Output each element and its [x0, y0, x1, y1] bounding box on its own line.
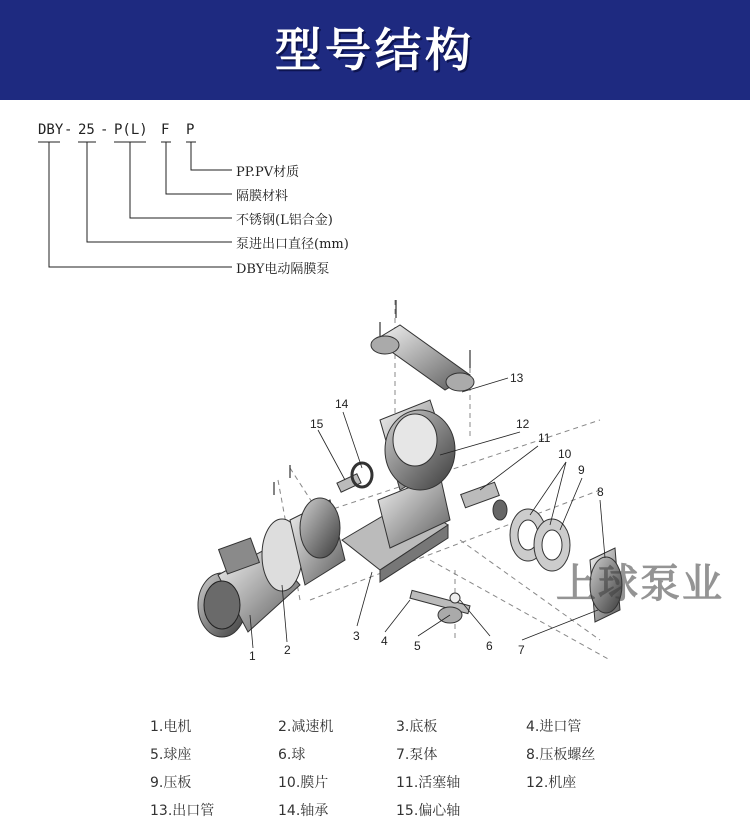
- legend-series: DBY电动隔膜泵: [236, 262, 330, 277]
- part-item: 11.活塞轴: [396, 775, 461, 791]
- callout-3: 3: [353, 629, 360, 643]
- legend-steel: 不锈钢(L铝合金): [236, 213, 333, 228]
- part-item: 7.泵体: [396, 747, 438, 763]
- frame-part: [380, 400, 455, 490]
- callout-6: 6: [486, 639, 493, 653]
- code-dash-1: -: [64, 122, 73, 138]
- part-item: 1.电机: [150, 719, 192, 735]
- callout-1: 1: [249, 649, 256, 663]
- outlet-pipe-part: [371, 325, 474, 391]
- callout-9: 9: [578, 463, 585, 477]
- code-membrane: F: [161, 122, 170, 138]
- callout-5: 5: [414, 639, 421, 653]
- code-pp: P: [186, 122, 195, 138]
- code-series: DBY: [38, 122, 64, 138]
- piston-shaft-part: [461, 482, 507, 520]
- gearbox-part: [262, 498, 345, 591]
- part-item: 6.球: [278, 747, 306, 763]
- callout-13: 13: [510, 371, 524, 385]
- shaft-bearing-part: [337, 463, 372, 492]
- callout-7: 7: [518, 643, 525, 657]
- code-diameter: 25: [78, 122, 95, 138]
- callout-12: 12: [516, 417, 530, 431]
- part-item: 14.轴承: [278, 803, 329, 819]
- callout-14: 14: [335, 397, 349, 411]
- callout-8: 8: [597, 485, 604, 499]
- brand-watermark: 上球泵业: [556, 561, 724, 607]
- code-material: P(L): [114, 122, 148, 138]
- callout-15: 15: [310, 417, 324, 431]
- part-item: 13.出口管: [150, 803, 215, 819]
- callout-10: 10: [558, 447, 572, 461]
- part-item: 12.机座: [526, 775, 577, 791]
- part-item: 3.底板: [396, 719, 438, 735]
- inlet-pipe-part: [410, 590, 470, 623]
- part-item: 9.压板: [150, 775, 192, 791]
- part-item: 5.球座: [150, 747, 192, 763]
- base-plate-part: [342, 475, 450, 582]
- part-item: 10.膜片: [278, 775, 329, 791]
- legend-pp-pv: PP.PV材质: [236, 165, 300, 180]
- callout-2: 2: [284, 643, 291, 657]
- code-dash-2: -: [100, 122, 109, 138]
- part-item: 8.压板螺丝: [526, 747, 596, 763]
- legend-membrane: 隔膜材料: [236, 189, 289, 204]
- part-item: 2.减速机: [278, 719, 334, 735]
- callout-4: 4: [381, 634, 388, 648]
- part-item: 15.偏心轴: [396, 803, 461, 819]
- page-title: 型号结构: [275, 23, 475, 77]
- callout-11: 11: [538, 431, 551, 445]
- legend-diameter: 泵进出口直径(mm): [236, 237, 349, 252]
- part-item: 4.进口管: [526, 719, 582, 735]
